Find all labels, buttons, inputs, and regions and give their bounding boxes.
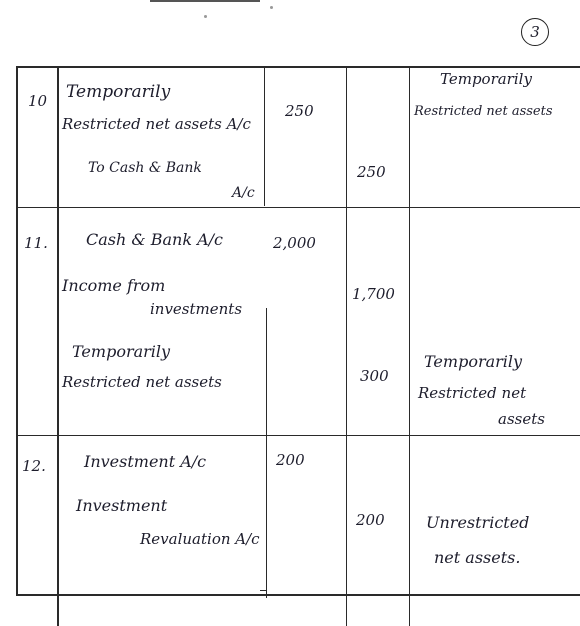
table-top-border xyxy=(16,66,580,68)
classification-line: Restricted net xyxy=(418,384,527,402)
left-border xyxy=(16,66,18,596)
particulars-column-divider xyxy=(264,66,265,206)
tick-mark xyxy=(260,590,266,591)
entry-number: 11. xyxy=(24,234,48,252)
credit-amount: 200 xyxy=(356,511,385,529)
paper-speck xyxy=(204,15,207,18)
entry-number: 10 xyxy=(28,92,48,110)
number-column-divider xyxy=(57,66,59,626)
debit-amount: 2,000 xyxy=(273,234,316,252)
credit-amount: 1,700 xyxy=(352,285,395,303)
particulars-line: Investment xyxy=(76,496,168,515)
particulars-line: Income from xyxy=(62,276,166,295)
row-divider xyxy=(16,207,580,208)
top-edge-mark xyxy=(150,0,260,2)
particulars-line: investments xyxy=(150,300,243,318)
page-number: 3 xyxy=(521,18,549,46)
table-bottom-border xyxy=(16,594,580,596)
particulars-column-divider xyxy=(266,308,267,598)
credit-amount: 250 xyxy=(357,163,386,181)
classification-line: Restricted net assets xyxy=(414,104,553,119)
particulars-line: Restricted net assets xyxy=(62,373,222,391)
paper-speck xyxy=(270,6,273,9)
particulars-line: Temporarily xyxy=(66,82,171,102)
classification-line: Temporarily xyxy=(440,70,532,88)
classification-line: net assets. xyxy=(434,548,521,567)
credit-column-divider xyxy=(409,66,410,626)
particulars-line: Revaluation A/c xyxy=(140,530,260,548)
entry-number: 12. xyxy=(22,457,46,475)
particulars-line: Temporarily xyxy=(72,342,171,361)
particulars-line: Cash & Bank A/c xyxy=(86,230,223,249)
row-divider xyxy=(16,435,580,436)
particulars-line: To Cash & Bank xyxy=(88,160,202,176)
debit-amount: 250 xyxy=(285,102,314,120)
classification-line: Unrestricted xyxy=(426,513,530,532)
classification-line: Temporarily xyxy=(424,352,523,371)
debit-amount: 200 xyxy=(276,451,305,469)
particulars-line: Investment A/c xyxy=(84,452,207,471)
particulars-line: A/c xyxy=(232,185,255,201)
credit-amount: 300 xyxy=(360,367,389,385)
classification-line: assets xyxy=(498,410,545,428)
debit-column-divider xyxy=(346,66,347,626)
particulars-line: Restricted net assets A/c xyxy=(62,115,251,133)
